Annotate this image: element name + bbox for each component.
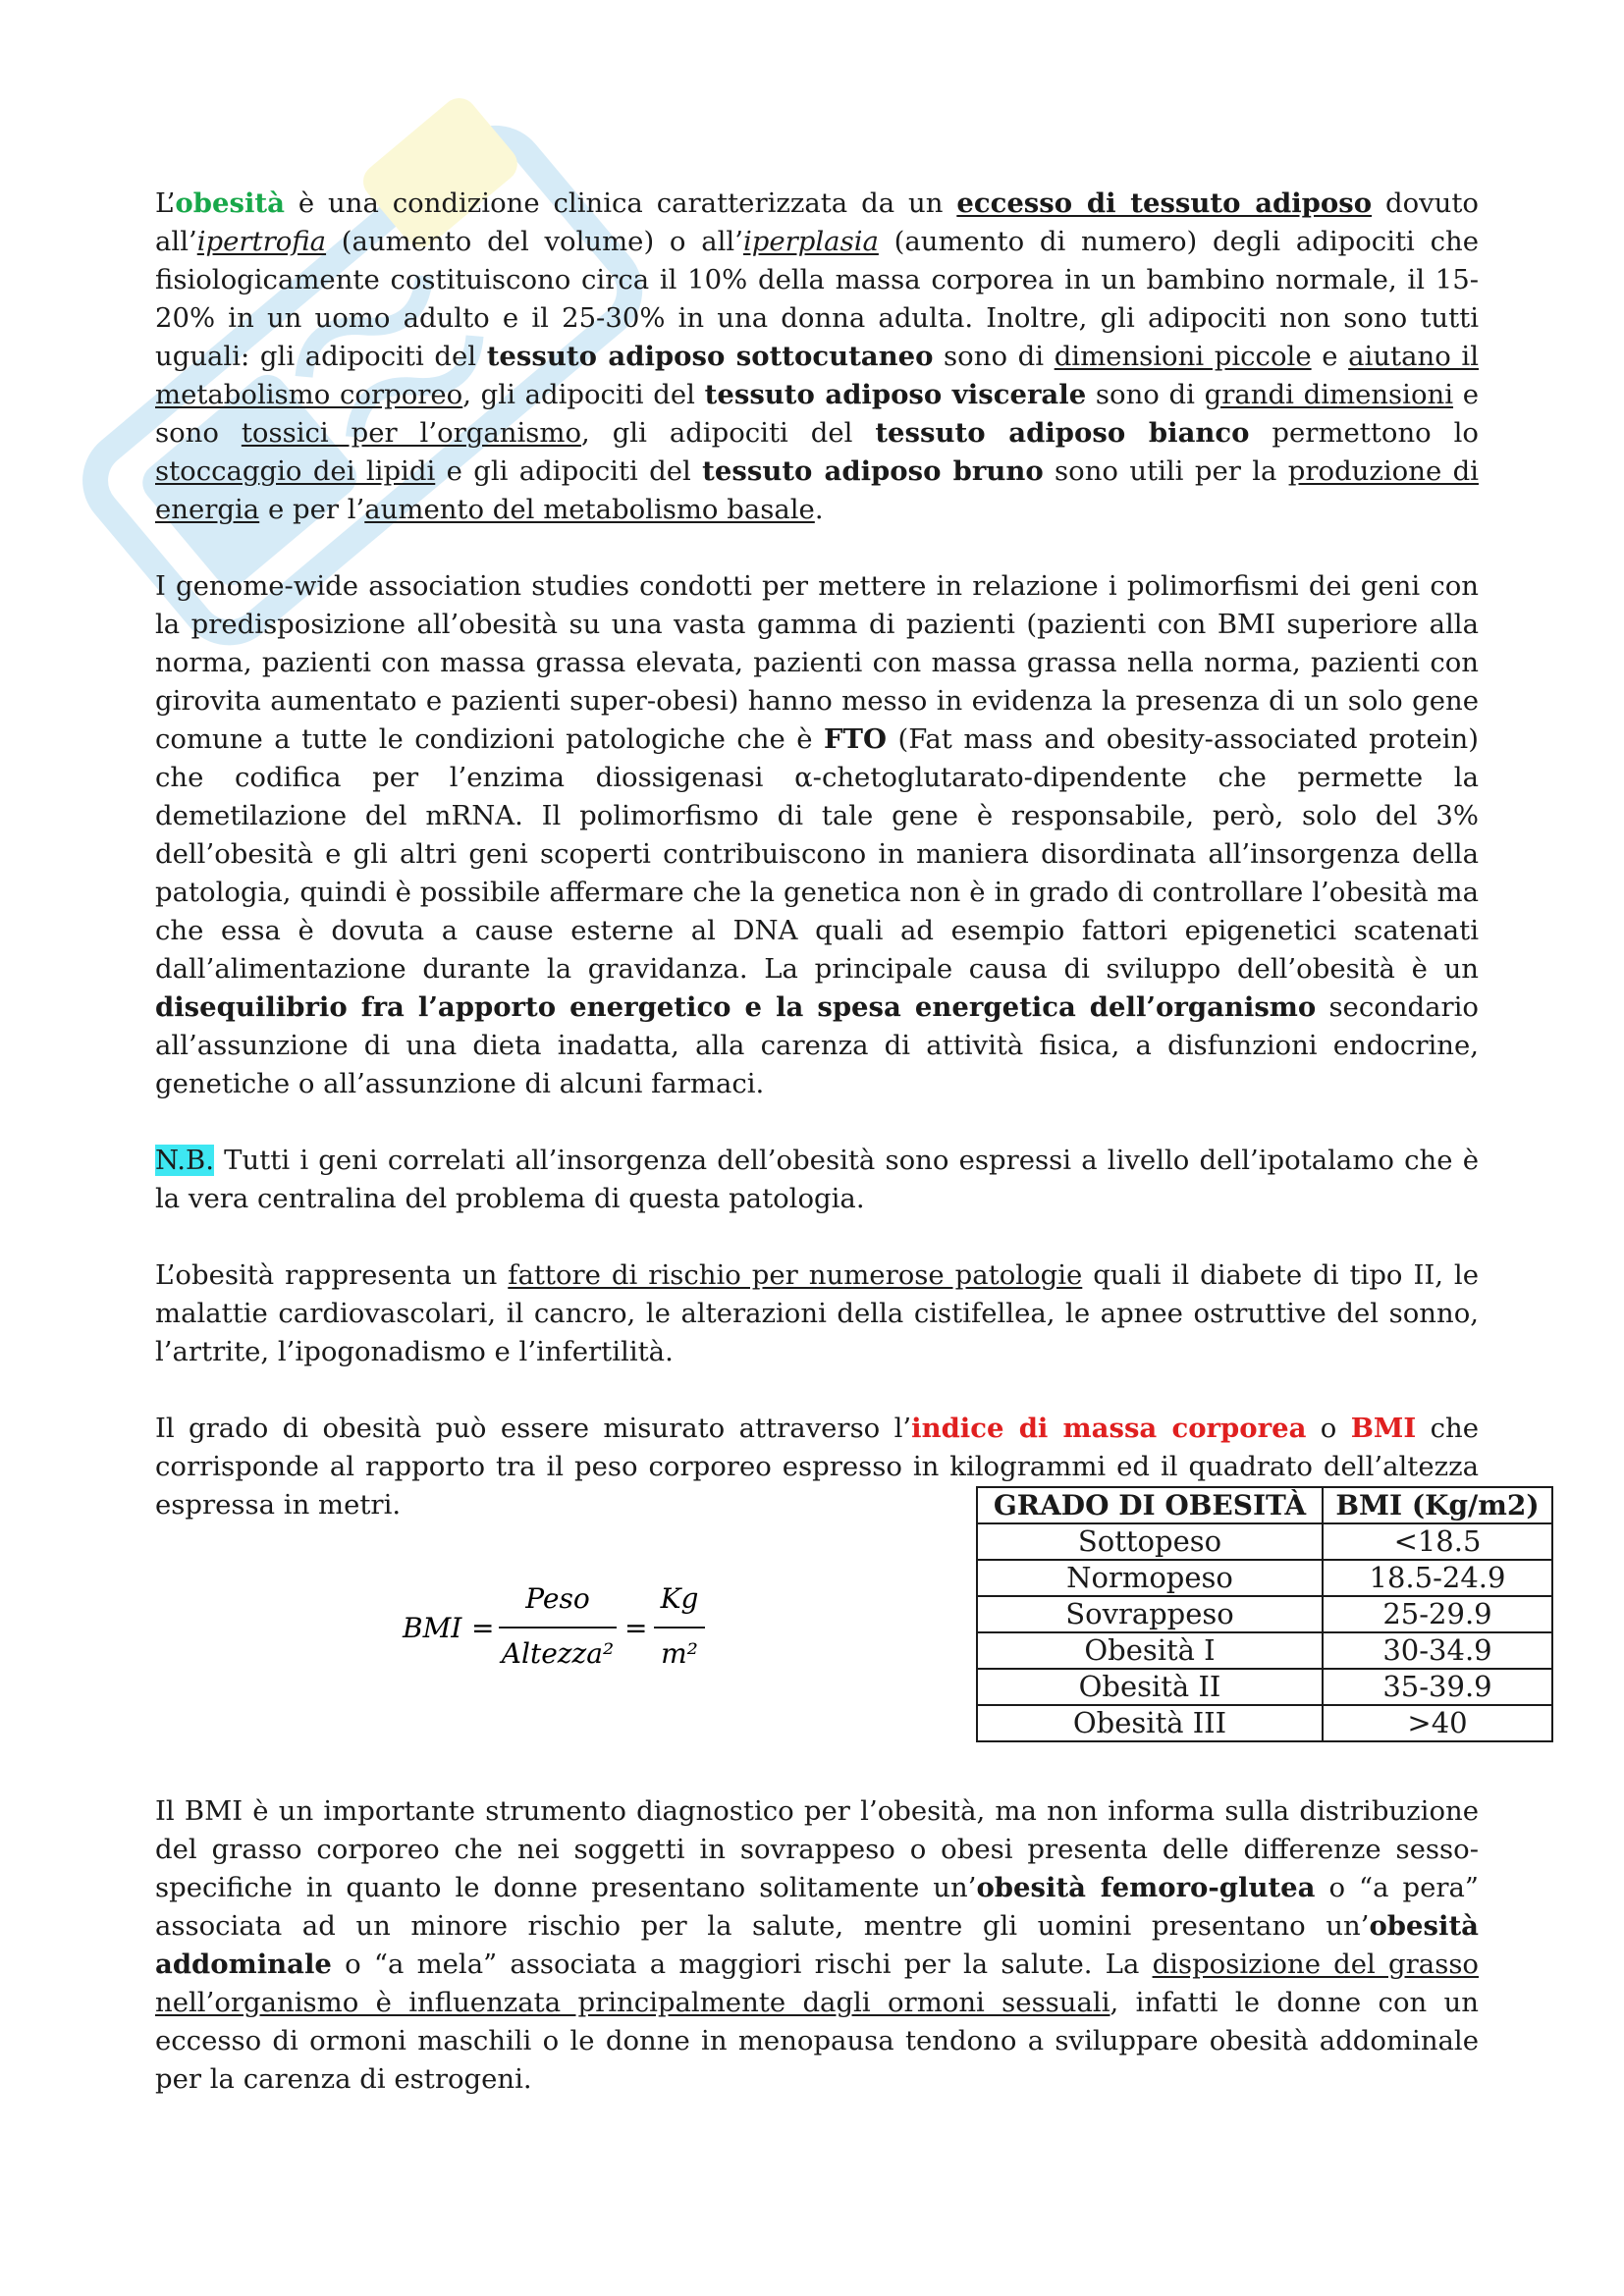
- paragraph-fat-distribution: Il BMI è un importante strumento diagnostico per l’obesità, ma non informa sulla distribuzione del grasso corporeo che nei soggetti in sovrappeso o obesi presenta delle differenze sesso-specifiche in quanto le donne presentano solitamente un’obesità femoro-glutea o “a pera” associata ad un minore rischio per la salute, mentre gli uomini presentano un’obesità addominale o “a mela” associata a maggiori rischi per la salute. La disposizione del grasso nell’organismo è influenzata principalmente dagli ormoni sessuali, infatti le donne con un eccesso di ormoni maschili o le donne in menopausa tendono a sviluppare obesità addominale per la carenza di estrogeni.: [155, 1795, 1479, 2095]
- formula-eq1: =: [471, 1612, 495, 1644]
- formula-num1: Peso: [525, 1582, 590, 1615]
- term-bianco: tessuto adiposo bianco: [875, 417, 1250, 449]
- paragraph-obesity-definition: L’obesità è una condizione clinica caratterizzata da un eccesso di tessuto adiposo dovuto all’ipertrofia (aumento del volume) o all’iperplasia (aumento di numero) degli adipociti che fisiologicamente costituiscono circa il 10% della massa corporea in un bambino normale, il 15-20% in un uomo adulto e il 25-30% in una donna adulta. Inoltre, gli adipociti non sono tutti uguali: gli adipociti del tessuto adiposo sottocutaneo sono di dimensioni piccole e aiutano il metabolismo corporeo, gli adipociti del tessuto adiposo viscerale sono di grandi dimensioni e sono tossici per l’organismo, gli adipociti del tessuto adiposo bianco permettono lo stoccaggio dei lipidi e gli adipociti del tessuto adiposo bruno sono utili per la produzione di energia e per l’aumento del metabolismo basale.: [155, 187, 1480, 525]
- formula-eq2: =: [624, 1612, 648, 1644]
- term-obesita: obesità: [175, 187, 285, 219]
- paragraph-bmi-intro: Il grado di obesità può essere misurato attraverso l’indice di massa corporea o BMI che corrisponde al rapporto tra il peso corporeo espresso in kilogrammi ed il quadrato dell’altezza espressa in metri.: [155, 1413, 1479, 1521]
- bmi-formula: [403, 1575, 717, 1682]
- table-row: Sottopeso <18.5: [977, 1523, 1552, 1560]
- term-sottocutaneo: tessuto adiposo sottocutaneo: [486, 341, 934, 372]
- term-viscerale: tessuto adiposo viscerale: [704, 379, 1087, 410]
- formula-den2: m²: [661, 1637, 698, 1670]
- term-femoro-glutea: obesità femoro-glutea: [976, 1872, 1316, 1903]
- bmi-section: [155, 1486, 1540, 1792]
- table-header-grado: GRADO DI OBESITÀ: [977, 1487, 1323, 1523]
- term-fto: FTO: [824, 723, 887, 755]
- table-header-bmi: BMI (Kg/m2): [1323, 1487, 1552, 1523]
- term-iperplasia: iperplasia: [742, 226, 879, 257]
- table-row: Normopeso 18.5-24.9: [977, 1560, 1552, 1596]
- term-disposizione: disposizione del grasso nell’organismo è influenzata principalmente dagli ormoni sessuali: [155, 1949, 1479, 2018]
- table-row: Sovrappeso 25-29.9: [977, 1596, 1552, 1632]
- document-page: [155, 185, 1540, 2099]
- term-bmi: BMI: [1350, 1413, 1417, 1444]
- term-bruno: tessuto adiposo bruno: [702, 455, 1044, 487]
- formula-den1: Altezza²: [501, 1637, 615, 1670]
- term-disequilibrio: disequilibrio fra l’apporto energetico e la spesa energetica dell’organismo: [155, 991, 1317, 1023]
- paragraph-nb: N.B. Tutti i geni correlati all’insorgenza dell’obesità sono espressi a livello dell’ipotalamo che è la vera centralina del problema di questa patologia.: [155, 1145, 1479, 1214]
- table-row: Obesità III >40: [977, 1705, 1552, 1741]
- formula-num2: Kg: [660, 1582, 699, 1615]
- table-row: Obesità II 35-39.9: [977, 1669, 1552, 1705]
- term-fattore-rischio: fattore di rischio per numerose patologie: [508, 1259, 1083, 1291]
- term-addominale: obesità addominale: [155, 1910, 1479, 1980]
- term-indice-massa-corporea: indice di massa corporea: [911, 1413, 1307, 1444]
- formula-lhs: BMI: [403, 1612, 462, 1644]
- bmi-table: [976, 1486, 1553, 1742]
- table-row: Obesità I 30-34.9: [977, 1632, 1552, 1669]
- paragraph-risk-factor: L’obesità rappresenta un fattore di rischio per numerose patologie quali il diabete di tipo II, le malattie cardiovascolari, il cancro, le alterazioni della cistifellea, le apnee ostruttive del sonno, l’artrite, l’ipogonadismo e l’infertilità.: [155, 1259, 1479, 1367]
- nb-highlight: N.B.: [155, 1145, 214, 1176]
- paragraph-gwas: I genome-wide association studies condotti per mettere in relazione i polimorfismi dei geni con la predisposizione all’obesità su una vasta gamma di pazienti (pazienti con BMI superiore alla norma, pazienti con massa grassa elevata, pazienti con massa grassa nella norma, pazienti con girovita aumentato e pazienti super-obesi) hanno messo in evidenza la presenza di un solo gene comune a tutte le condizioni patologiche che è FTO (Fat mass and obesity-associated protein) che codifica per l’enzima diossigenasi α-chetoglutarato-dipendente che permette la demetilazione del mRNA. Il polimorfismo di tale gene è responsabile, però, solo del 3% dell’obesità e gli altri geni scoperti contribuiscono in maniera disordinata all’insorgenza della patologia, quindi è possibile affermare che la genetica non è in grado di controllare l’obesità ma che essa è dovuta a cause esterne al DNA quali ad esempio fattori epigenetici scatenati dall’alimentazione durante la gravidanza. La principale causa di sviluppo dell’obesità è un disequilibrio fra l’apporto energetico e la spesa energetica dell’organismo secondario all’assunzione di una dieta inadatta, alla carenza di attività fisica, a disfunzioni endocrine, genetiche o all’assunzione di alcuni farmaci.: [155, 570, 1479, 1099]
- term-ipertrofia: ipertrofia: [196, 226, 327, 257]
- term-eccesso-tessuto-adiposo: eccesso di tessuto adiposo: [956, 187, 1373, 219]
